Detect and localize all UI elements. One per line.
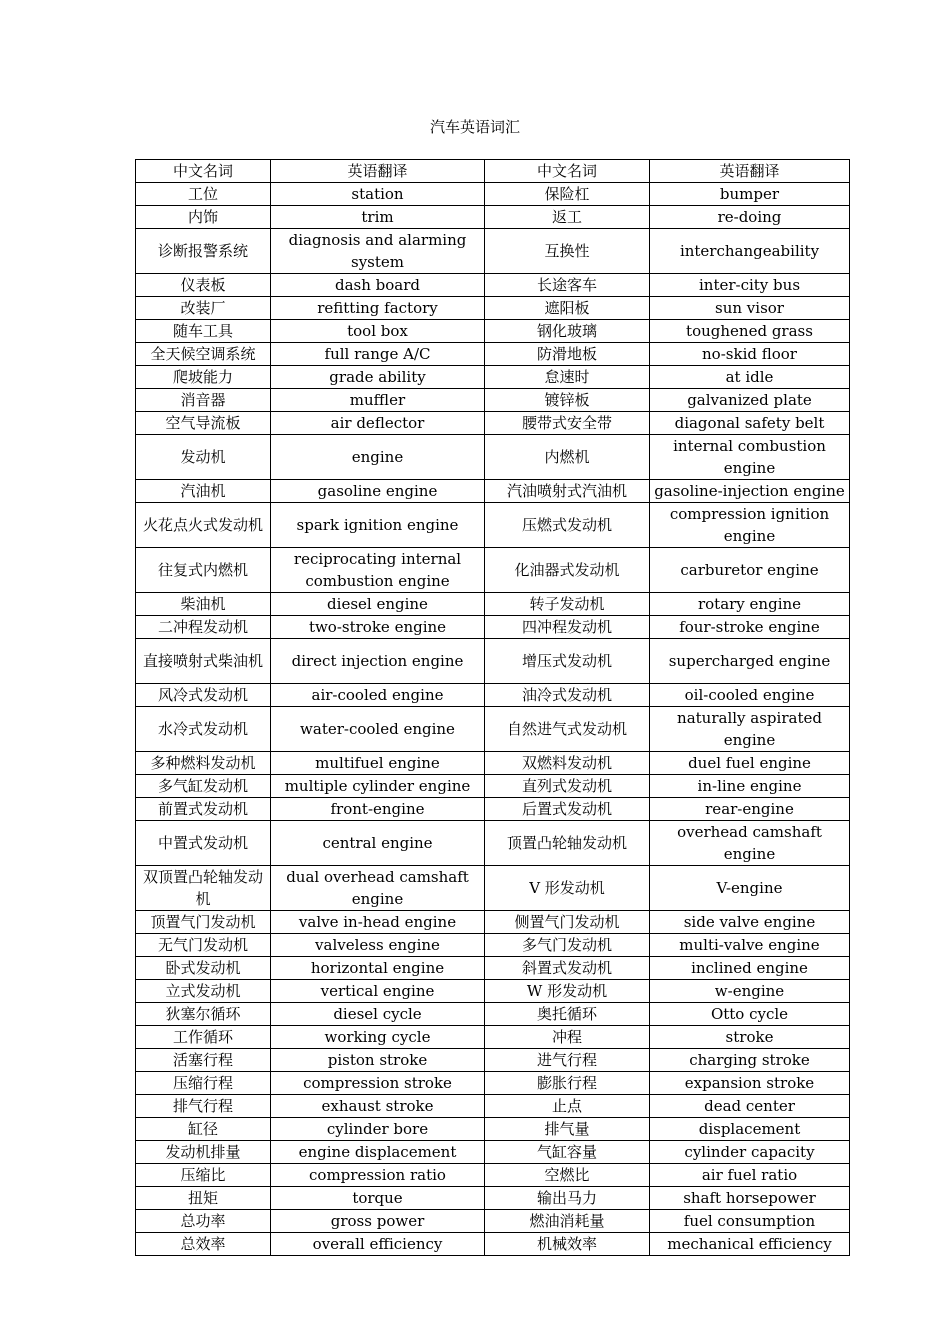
cell-english-translation: valve in-head engine — [271, 911, 485, 934]
cell-chinese-term: 压缩比 — [136, 1164, 271, 1187]
cell-english-translation: muffler — [271, 389, 485, 412]
cell-english-translation: Otto cycle — [650, 1003, 850, 1026]
cell-chinese-term: 发动机排量 — [136, 1141, 271, 1164]
cell-chinese-term: 消音器 — [136, 389, 271, 412]
header-english-translation-1: 英语翻译 — [271, 160, 485, 183]
cell-english-translation: w-engine — [650, 980, 850, 1003]
cell-english-translation: four-stroke engine — [650, 616, 850, 639]
table-row — [136, 1118, 850, 1141]
cell-chinese-term: 输出马力 — [485, 1187, 650, 1210]
table-row — [136, 957, 850, 980]
cell-chinese-term: 全天候空调系统 — [136, 343, 271, 366]
cell-english-translation: charging stroke — [650, 1049, 850, 1072]
cell-chinese-term: 化油器式发动机 — [485, 548, 650, 593]
cell-chinese-term: 狄塞尔循环 — [136, 1003, 271, 1026]
cell-chinese-term: 冲程 — [485, 1026, 650, 1049]
cell-english-translation: water-cooled engine — [271, 707, 485, 752]
cell-english-translation: mechanical efficiency — [650, 1233, 850, 1256]
cell-chinese-term: 多气门发动机 — [485, 934, 650, 957]
header-chinese-term-2: 中文名词 — [485, 160, 650, 183]
cell-chinese-term: 活塞行程 — [136, 1049, 271, 1072]
cell-english-translation: compression ratio — [271, 1164, 485, 1187]
table-header-row — [136, 160, 850, 183]
table-row — [136, 775, 850, 798]
cell-english-translation: multifuel engine — [271, 752, 485, 775]
cell-chinese-term: 气缸容量 — [485, 1141, 650, 1164]
table-row — [136, 1049, 850, 1072]
table-row — [136, 389, 850, 412]
cell-english-translation: working cycle — [271, 1026, 485, 1049]
cell-english-translation: two-stroke engine — [271, 616, 485, 639]
cell-chinese-term: 遮阳板 — [485, 297, 650, 320]
cell-chinese-term: 汽油喷射式汽油机 — [485, 480, 650, 503]
cell-english-translation: shaft horsepower — [650, 1187, 850, 1210]
cell-english-translation: grade ability — [271, 366, 485, 389]
cell-english-translation: spark ignition engine — [271, 503, 485, 548]
table-row — [136, 480, 850, 503]
cell-english-translation: exhaust stroke — [271, 1095, 485, 1118]
cell-english-translation: supercharged engine — [650, 639, 850, 684]
cell-english-translation: oil-cooled engine — [650, 684, 850, 707]
cell-english-translation: diagnosis and alarming system — [271, 229, 485, 274]
cell-english-translation: expansion stroke — [650, 1072, 850, 1095]
cell-english-translation: interchangeability — [650, 229, 850, 274]
cell-chinese-term: 后置式发动机 — [485, 798, 650, 821]
cell-english-translation: piston stroke — [271, 1049, 485, 1072]
table-row — [136, 297, 850, 320]
cell-chinese-term: 工位 — [136, 183, 271, 206]
cell-english-translation: reciprocating internal combustion engine — [271, 548, 485, 593]
cell-chinese-term: 双顶置凸轮轴发动机 — [136, 866, 271, 911]
cell-chinese-term: 转子发动机 — [485, 593, 650, 616]
cell-chinese-term: 水冷式发动机 — [136, 707, 271, 752]
cell-english-translation: dead center — [650, 1095, 850, 1118]
table-row — [136, 593, 850, 616]
cell-chinese-term: 排气行程 — [136, 1095, 271, 1118]
cell-english-translation: air-cooled engine — [271, 684, 485, 707]
cell-english-translation: torque — [271, 1187, 485, 1210]
cell-english-translation: rotary engine — [650, 593, 850, 616]
cell-chinese-term: 发动机 — [136, 435, 271, 480]
cell-english-translation: re-doing — [650, 206, 850, 229]
cell-chinese-term: 柴油机 — [136, 593, 271, 616]
cell-chinese-term: 卧式发动机 — [136, 957, 271, 980]
cell-english-translation: at idle — [650, 366, 850, 389]
cell-english-translation: diesel engine — [271, 593, 485, 616]
table-row — [136, 206, 850, 229]
cell-english-translation: air fuel ratio — [650, 1164, 850, 1187]
cell-english-translation: trim — [271, 206, 485, 229]
table-row — [136, 183, 850, 206]
table-row — [136, 821, 850, 866]
table-row — [136, 1026, 850, 1049]
cell-chinese-term: 往复式内燃机 — [136, 548, 271, 593]
cell-chinese-term: 内饰 — [136, 206, 271, 229]
cell-english-translation: dash board — [271, 274, 485, 297]
header-english-translation-2: 英语翻译 — [650, 160, 850, 183]
cell-chinese-term: 顶置气门发动机 — [136, 911, 271, 934]
cell-chinese-term: 怠速时 — [485, 366, 650, 389]
table-row — [136, 343, 850, 366]
cell-english-translation: displacement — [650, 1118, 850, 1141]
cell-chinese-term: 空气导流板 — [136, 412, 271, 435]
cell-chinese-term: 侧置气门发动机 — [485, 911, 650, 934]
cell-english-translation: galvanized plate — [650, 389, 850, 412]
cell-english-translation: naturally aspirated engine — [650, 707, 850, 752]
cell-chinese-term: 直接喷射式柴油机 — [136, 639, 271, 684]
cell-chinese-term: 进气行程 — [485, 1049, 650, 1072]
cell-english-translation: stroke — [650, 1026, 850, 1049]
cell-english-translation: overall efficiency — [271, 1233, 485, 1256]
cell-chinese-term: 爬坡能力 — [136, 366, 271, 389]
cell-english-translation: engine displacement — [271, 1141, 485, 1164]
cell-chinese-term: 总功率 — [136, 1210, 271, 1233]
table-row — [136, 866, 850, 911]
cell-english-translation: side valve engine — [650, 911, 850, 934]
cell-chinese-term: 多种燃料发动机 — [136, 752, 271, 775]
table-row — [136, 1072, 850, 1095]
table-row — [136, 1233, 850, 1256]
cell-chinese-term: 增压式发动机 — [485, 639, 650, 684]
cell-english-translation: no-skid floor — [650, 343, 850, 366]
cell-chinese-term: 风冷式发动机 — [136, 684, 271, 707]
cell-chinese-term: 压燃式发动机 — [485, 503, 650, 548]
cell-english-translation: inclined engine — [650, 957, 850, 980]
table-row — [136, 1187, 850, 1210]
cell-chinese-term: 自然进气式发动机 — [485, 707, 650, 752]
cell-chinese-term: 机械效率 — [485, 1233, 650, 1256]
cell-chinese-term: 排气量 — [485, 1118, 650, 1141]
cell-chinese-term: 改装厂 — [136, 297, 271, 320]
cell-english-translation: direct injection engine — [271, 639, 485, 684]
cell-chinese-term: 腰带式安全带 — [485, 412, 650, 435]
cell-chinese-term: 直列式发动机 — [485, 775, 650, 798]
cell-chinese-term: 压缩行程 — [136, 1072, 271, 1095]
cell-chinese-term: 止点 — [485, 1095, 650, 1118]
cell-chinese-term: 总效率 — [136, 1233, 271, 1256]
table-row — [136, 1095, 850, 1118]
cell-chinese-term: 保险杠 — [485, 183, 650, 206]
cell-chinese-term: 中置式发动机 — [136, 821, 271, 866]
cell-english-translation: air deflector — [271, 412, 485, 435]
table-row — [136, 1164, 850, 1187]
table-row — [136, 412, 850, 435]
cell-english-translation: duel fuel engine — [650, 752, 850, 775]
cell-english-translation: compression stroke — [271, 1072, 485, 1095]
table-row — [136, 980, 850, 1003]
table-row — [136, 911, 850, 934]
cell-chinese-term: 多气缸发动机 — [136, 775, 271, 798]
table-row — [136, 366, 850, 389]
cell-english-translation: inter-city bus — [650, 274, 850, 297]
cell-english-translation: engine — [271, 435, 485, 480]
cell-chinese-term: 空燃比 — [485, 1164, 650, 1187]
cell-chinese-term: 斜置式发动机 — [485, 957, 650, 980]
table-body — [136, 183, 850, 1256]
cell-english-translation: in-line engine — [650, 775, 850, 798]
cell-chinese-term: 扭矩 — [136, 1187, 271, 1210]
cell-chinese-term: 防滑地板 — [485, 343, 650, 366]
table-row — [136, 616, 850, 639]
cell-english-translation: gross power — [271, 1210, 485, 1233]
table-row — [136, 274, 850, 297]
cell-english-translation: full range A/C — [271, 343, 485, 366]
cell-chinese-term: 火花点火式发动机 — [136, 503, 271, 548]
cell-english-translation: internal combustion engine — [650, 435, 850, 480]
cell-english-translation: bumper — [650, 183, 850, 206]
cell-chinese-term: 油冷式发动机 — [485, 684, 650, 707]
cell-english-translation: horizontal engine — [271, 957, 485, 980]
table-row — [136, 1003, 850, 1026]
table-row — [136, 1210, 850, 1233]
cell-english-translation: overhead camshaft engine — [650, 821, 850, 866]
cell-english-translation: carburetor engine — [650, 548, 850, 593]
cell-english-translation: rear-engine — [650, 798, 850, 821]
cell-chinese-term: 镀锌板 — [485, 389, 650, 412]
table-row — [136, 639, 850, 684]
cell-chinese-term: 膨胀行程 — [485, 1072, 650, 1095]
cell-chinese-term: 顶置凸轮轴发动机 — [485, 821, 650, 866]
table-row — [136, 752, 850, 775]
table-row — [136, 707, 850, 752]
cell-english-translation: cylinder bore — [271, 1118, 485, 1141]
cell-chinese-term: 内燃机 — [485, 435, 650, 480]
cell-chinese-term: 二冲程发动机 — [136, 616, 271, 639]
cell-english-translation: central engine — [271, 821, 485, 866]
document-title: 汽车英语词汇 — [429, 118, 520, 136]
cell-chinese-term: 返工 — [485, 206, 650, 229]
table-row — [136, 435, 850, 480]
cell-english-translation: multi-valve engine — [650, 934, 850, 957]
header-chinese-term-1: 中文名词 — [136, 160, 271, 183]
cell-english-translation: gasoline-injection engine — [650, 480, 850, 503]
cell-chinese-term: 奥托循环 — [485, 1003, 650, 1026]
cell-english-translation: front-engine — [271, 798, 485, 821]
table-row — [136, 548, 850, 593]
table-row — [136, 320, 850, 343]
cell-english-translation: dual overhead camshaft engine — [271, 866, 485, 911]
cell-chinese-term: 燃油消耗量 — [485, 1210, 650, 1233]
cell-chinese-term: 汽油机 — [136, 480, 271, 503]
cell-chinese-term: 四冲程发动机 — [485, 616, 650, 639]
cell-english-translation: vertical engine — [271, 980, 485, 1003]
vocabulary-table — [135, 159, 850, 1256]
cell-english-translation: refitting factory — [271, 297, 485, 320]
cell-chinese-term: 前置式发动机 — [136, 798, 271, 821]
cell-english-translation: toughened grass — [650, 320, 850, 343]
table-row — [136, 503, 850, 548]
cell-chinese-term: 仪表板 — [136, 274, 271, 297]
cell-english-translation: diagonal safety belt — [650, 412, 850, 435]
cell-english-translation: V-engine — [650, 866, 850, 911]
cell-chinese-term: W 形发动机 — [485, 980, 650, 1003]
cell-english-translation: tool box — [271, 320, 485, 343]
cell-english-translation: sun visor — [650, 297, 850, 320]
cell-chinese-term: 互换性 — [485, 229, 650, 274]
table-row — [136, 934, 850, 957]
cell-chinese-term: 随车工具 — [136, 320, 271, 343]
cell-english-translation: multiple cylinder engine — [271, 775, 485, 798]
cell-chinese-term: 缸径 — [136, 1118, 271, 1141]
cell-chinese-term: 立式发动机 — [136, 980, 271, 1003]
cell-english-translation: gasoline engine — [271, 480, 485, 503]
cell-english-translation: fuel consumption — [650, 1210, 850, 1233]
cell-chinese-term: 双燃料发动机 — [485, 752, 650, 775]
table-row — [136, 798, 850, 821]
table-row — [136, 229, 850, 274]
table-row — [136, 1141, 850, 1164]
cell-chinese-term: 钢化玻璃 — [485, 320, 650, 343]
cell-english-translation: valveless engine — [271, 934, 485, 957]
table-row — [136, 684, 850, 707]
cell-english-translation: station — [271, 183, 485, 206]
cell-english-translation: diesel cycle — [271, 1003, 485, 1026]
cell-chinese-term: 诊断报警系统 — [136, 229, 271, 274]
cell-english-translation: compression ignition engine — [650, 503, 850, 548]
cell-chinese-term: 工作循环 — [136, 1026, 271, 1049]
cell-chinese-term: V 形发动机 — [485, 866, 650, 911]
cell-chinese-term: 无气门发动机 — [136, 934, 271, 957]
cell-chinese-term: 长途客车 — [485, 274, 650, 297]
cell-english-translation: cylinder capacity — [650, 1141, 850, 1164]
